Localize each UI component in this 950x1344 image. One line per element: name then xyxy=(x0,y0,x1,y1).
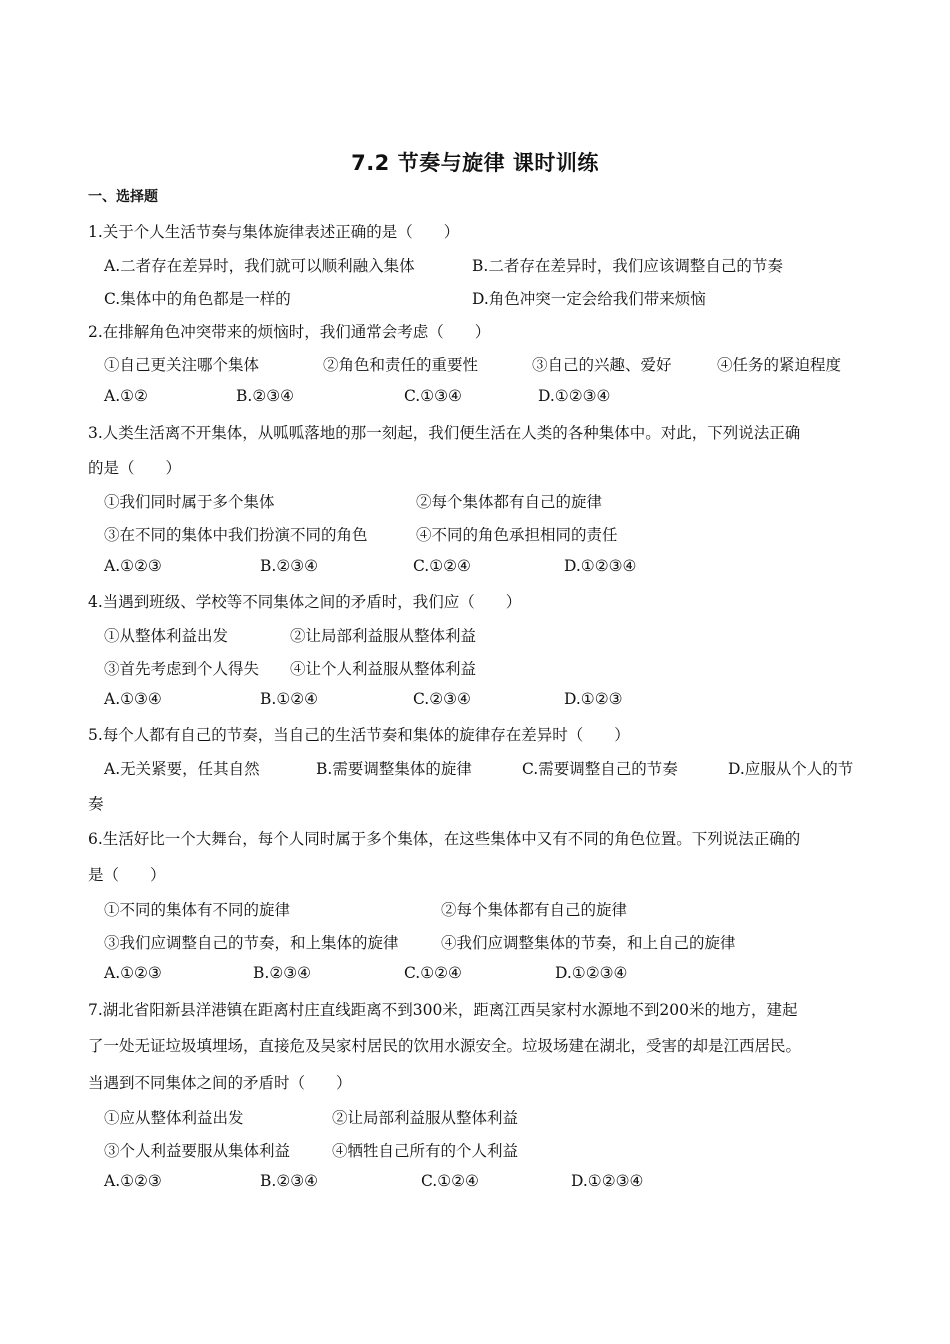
question-5-option-d-continued: 奏 xyxy=(88,795,104,813)
question-6-option-a: A.①②③ xyxy=(104,964,162,982)
question-3-stem-line-2: 的是（ ） xyxy=(88,459,182,477)
question-3-statement-4: ④不同的角色承担相同的责任 xyxy=(416,526,618,544)
question-5-option-c: C.需要调整自己的节奏 xyxy=(522,760,678,778)
question-1-option-b: B.二者存在差异时，我们应该调整自己的节奏 xyxy=(472,257,783,275)
question-1-option-c: C.集体中的角色都是一样的 xyxy=(104,290,291,308)
question-3-stem-line-1: 3.人类生活离不开集体，从呱呱落地的那一刻起，我们便生活在人类的各种集体中。对此，下列说法正确 xyxy=(88,424,801,442)
question-2-statement-4: ④任务的紧迫程度 xyxy=(717,356,842,374)
question-7-option-d: D.①②③④ xyxy=(571,1172,644,1190)
question-4-option-b: B.①②④ xyxy=(260,690,319,708)
question-5-stem: 5.每个人都有自己的节奏，当自己的生活节奏和集体的旋律存在差异时（ ） xyxy=(88,726,630,744)
question-7-stem-line-1: 7.湖北省阳新县洋港镇在距离村庄直线距离不到300米，距离江西吴家村水源地不到200米的地方，建起 xyxy=(88,1001,798,1019)
question-7-statement-2: ②让局部利益服从整体利益 xyxy=(332,1109,519,1127)
question-4-option-d: D.①②③ xyxy=(564,690,623,708)
question-6-statement-3: ③我们应调整自己的节奏，和上集体的旋律 xyxy=(104,934,399,952)
question-7-statement-3: ③个人利益要服从集体利益 xyxy=(104,1142,291,1160)
question-7-option-b: B.②③④ xyxy=(260,1172,319,1190)
question-2-statement-1: ①自己更关注哪个集体 xyxy=(104,356,260,374)
question-5-option-b: B.需要调整集体的旋律 xyxy=(316,760,472,778)
question-5-option-a: A.无关紧要，任其自然 xyxy=(104,760,260,778)
question-2-statement-2: ②角色和责任的重要性 xyxy=(323,356,479,374)
question-6-option-b: B.②③④ xyxy=(253,964,312,982)
question-6-statement-2: ②每个集体都有自己的旋律 xyxy=(441,901,628,919)
question-6-stem-line-2: 是（ ） xyxy=(88,866,166,884)
question-1-option-d: D.角色冲突一定会给我们带来烦恼 xyxy=(472,290,706,308)
question-2-statement-3: ③自己的兴趣、爱好 xyxy=(532,356,672,374)
question-4-statement-3: ③首先考虑到个人得失 xyxy=(104,660,260,678)
question-2-option-c: C.①③④ xyxy=(404,387,462,405)
section-heading: 一、选择题 xyxy=(88,189,158,205)
question-4-option-c: C.②③④ xyxy=(413,690,471,708)
question-4-statement-4: ④让个人利益服从整体利益 xyxy=(290,660,477,678)
question-3-statement-3: ③在不同的集体中我们扮演不同的角色 xyxy=(104,526,368,544)
question-3-option-c: C.①②④ xyxy=(413,557,471,575)
question-7-statement-4: ④牺牲自己所有的个人利益 xyxy=(332,1142,519,1160)
question-7-statement-1: ①应从整体利益出发 xyxy=(104,1109,244,1127)
question-6-statement-1: ①不同的集体有不同的旋律 xyxy=(104,901,291,919)
page-title: 7.2 节奏与旋律 课时训练 xyxy=(351,151,599,175)
question-6-option-c: C.①②④ xyxy=(404,964,462,982)
question-2-option-b: B.②③④ xyxy=(236,387,295,405)
question-3-option-d: D.①②③④ xyxy=(564,557,637,575)
question-4-statement-2: ②让局部利益服从整体利益 xyxy=(290,627,477,645)
question-7-stem-line-3: 当遇到不同集体之间的矛盾时（ ） xyxy=(88,1074,352,1092)
question-7-option-c: C.①②④ xyxy=(421,1172,479,1190)
question-4-option-a: A.①③④ xyxy=(104,690,162,708)
question-6-option-d: D.①②③④ xyxy=(555,964,628,982)
question-3-option-a: A.①②③ xyxy=(104,557,162,575)
question-2-option-a: A.①② xyxy=(104,387,148,405)
question-2-option-d: D.①②③④ xyxy=(538,387,611,405)
question-7-option-a: A.①②③ xyxy=(104,1172,162,1190)
question-4-statement-1: ①从整体利益出发 xyxy=(104,627,229,645)
question-1-stem: 1.关于个人生活节奏与集体旋律表述正确的是（ ） xyxy=(88,223,460,241)
question-3-statement-1: ①我们同时属于多个集体 xyxy=(104,493,275,511)
question-3-option-b: B.②③④ xyxy=(260,557,319,575)
question-2-stem: 2.在排解角色冲突带来的烦恼时，我们通常会考虑（ ） xyxy=(88,323,491,341)
question-6-statement-4: ④我们应调整集体的节奏，和上自己的旋律 xyxy=(441,934,736,952)
question-4-stem: 4.当遇到班级、学校等不同集体之间的矛盾时，我们应（ ） xyxy=(88,593,522,611)
question-7-stem-line-2: 了一处无证垃圾填埋场，直接危及吴家村居民的饮用水源安全。垃圾场建在湖北，受害的却是江西居民。 xyxy=(88,1037,802,1055)
question-3-statement-2: ②每个集体都有自己的旋律 xyxy=(416,493,603,511)
question-5-option-d: D.应服从个人的节 xyxy=(728,760,854,778)
question-1-option-a: A.二者存在差异时，我们就可以顺利融入集体 xyxy=(104,257,415,275)
question-6-stem-line-1: 6.生活好比一个大舞台，每个人同时属于多个集体，在这些集体中又有不同的角色位置。下列说法正确的 xyxy=(88,830,801,848)
